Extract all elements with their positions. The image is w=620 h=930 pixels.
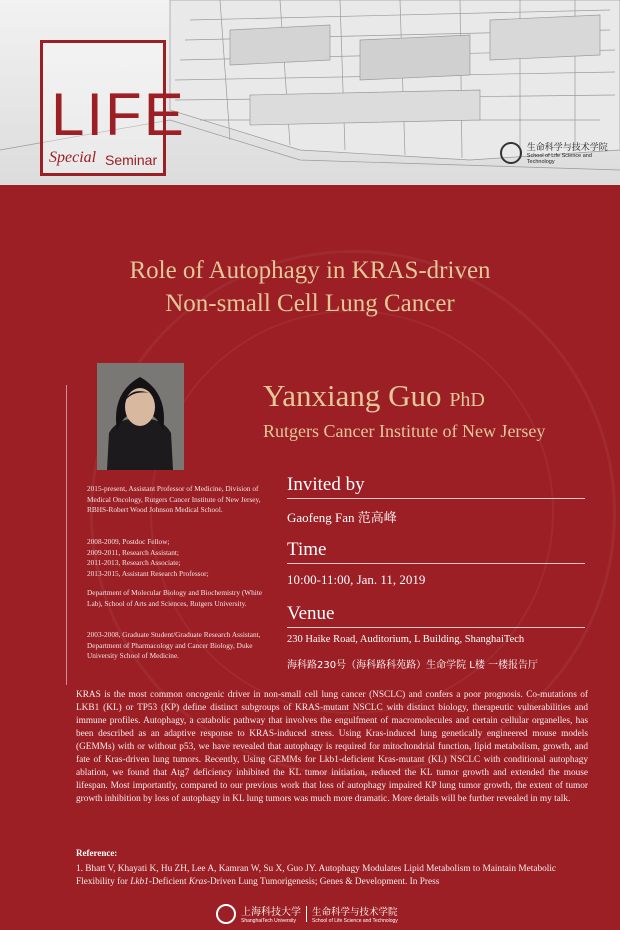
university-name-en: ShanghaiTech University — [241, 918, 297, 924]
life-logo-text: LIFE — [51, 81, 186, 148]
speaker-institution: Rutgers Cancer Institute of New Jersey — [263, 421, 546, 441]
school-name-cn: 生命科学与技术学院 — [526, 143, 608, 153]
life-logo-seminar: Seminar — [105, 152, 158, 168]
school-seal-icon — [500, 142, 522, 164]
title-line-2: Non-small Cell Lung Cancer — [165, 290, 455, 317]
life-seminar-logo — [40, 40, 186, 176]
venue-address-cn: 海科路230号（海科路科苑路）生命学院 L楼 一楼报告厅 — [287, 660, 539, 671]
speaker-degree: PhD — [449, 389, 485, 411]
university-seal-icon — [216, 904, 236, 924]
abstract-text: KRAS is the most common oncogenic driver in non-small cell lung cancer (NSCLC) and confers a poor prognosis. Co-mutations of LKB1 (KL) or TP53 (KP) define distinct subgroups of KRAS-mutant NSCLC with distinct biology, therapeutic vulnerabilities and immune profiles. Autophagy, a catabolic pathway that involves the engulfment of macromolecules and certain cellular organelles, has been described as an adaptive response to KRAS-induced stress. Using Kras-induced lung genetically engineered mouse models (GEMMs) with or without p53, we have revealed that autophagy is required for mitochondrial function, lipid metabolism, growth, and fate of Kras-driven lung tumors. Recently, Using GEMMs for Lkb1-deficient Kras-mutant (KL) NSCLC with conditional autophagy ablation, we found that Atg7 deficiency inhibited the KL tumor initiation, reduced the KL tumor growth and extended the mouse lifespan. Most importantly, compared to our previous work that loss of autophagy impaired KP lung tumor growth, the extent of tumor growth inhibition by loss of autophagy in KL lung tumors was much more dramatic. More details will be further revealed in my talk. — [76, 690, 588, 804]
school-name-en: School of Life Science and Technology — [526, 153, 592, 165]
title-line-1: Role of Autophagy in KRAS-driven — [129, 257, 491, 284]
venue-address-en: 230 Haike Road, Auditorium, L Building, ShanghaiTech — [287, 634, 525, 645]
university-name-cn: 上海科技大学 — [241, 907, 301, 918]
reference-italic-gene: Lkb1 — [130, 877, 149, 887]
header-banner — [0, 0, 620, 185]
venue-heading: Venue — [287, 603, 585, 628]
invited-value: Gaofeng Fan 范高峰 — [287, 510, 397, 525]
life-logo-special: Special — [49, 149, 97, 166]
seminar-title — [0, 254, 620, 320]
time-value: 10:00-11:00, Jan. 11, 2019 — [287, 572, 426, 587]
speaker-name-text: Yanxiang Guo — [263, 378, 442, 413]
footer-logos — [216, 903, 398, 924]
bio-divider — [66, 385, 67, 685]
school-logo — [500, 140, 620, 165]
bio-entry: 2008-2009, Postdoc Fellow; 2009-2011, Research Assistant; 2011-2013, Research Associate; 2013-2015, Assistant Research Professor; — [87, 537, 209, 578]
footer-divider — [306, 906, 307, 922]
reference-text — [76, 863, 588, 889]
bio-entry: Department of Molecular Biology and Biochemistry (White Lab), School of Arts and Sciences, Rutgers University. — [87, 588, 263, 608]
reference-label: Reference: — [76, 848, 118, 858]
speaker-photo — [97, 363, 184, 470]
reference-italic-gene: Kras — [188, 877, 207, 887]
invited-heading: Invited by — [287, 474, 585, 499]
time-heading: Time — [287, 539, 585, 564]
reference-text-part: -Driven Lung Tumorigenesis; Genes & Development. In Press — [206, 877, 440, 887]
speaker-name — [263, 378, 485, 414]
bio-entry: 2015-present, Assistant Professor of Medicine, Division of Medical Oncology, Rutgers Cancer Institute of New Jersey, RBHS-Robert Wood Johnson Medical School. — [87, 484, 261, 515]
reference-text-part: -Deficient — [148, 877, 189, 887]
reference-text-part: 1. Bhatt V, Khayati K, Hu ZH, Lee A, Kamran W, Su X, Guo JY. Autophagy Modulates Lipid Metabolism to Maintain Metabolic Flexibility for — [76, 864, 557, 887]
footer-school-en: School of Life Science and Technology — [312, 917, 398, 924]
bio-entry: 2003-2008, Graduate Student/Graduate Research Assistant, Department of Pharmacology and Cancer Biology, Duke University School of Medicine. — [87, 630, 261, 661]
footer-school-cn: 生命科学与技术学院 — [312, 906, 398, 918]
